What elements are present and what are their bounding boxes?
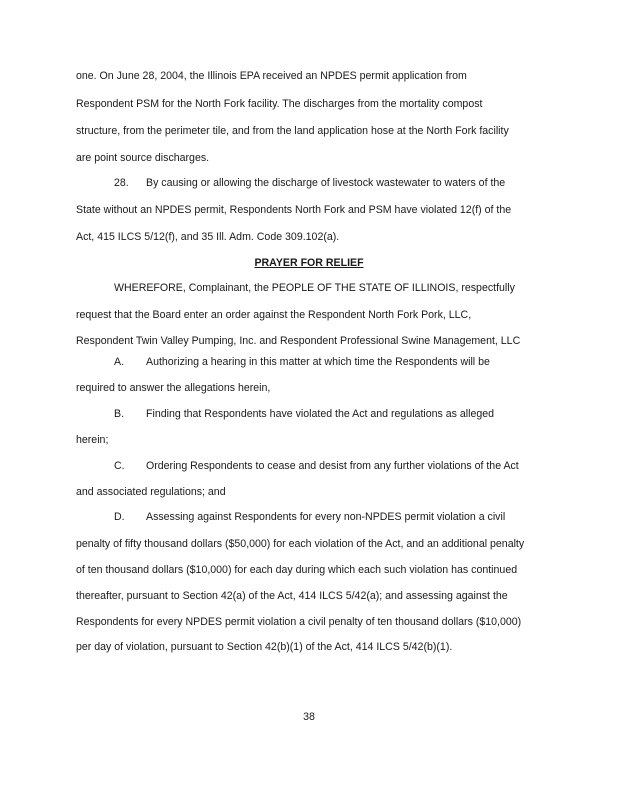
item-d-line-3: of ten thousand dollars ($10,000) for each day during which each such violation has continued [76, 564, 518, 576]
continuation-line-1: one. On June 28, 2004, the Illinois EPA received an NPDES permit application from [76, 70, 467, 82]
item-d-line-5: Respondents for every NPDES permit violation a civil penalty of ten thousand dollars ($10,000) [76, 616, 522, 628]
item-d-letter: D. [114, 511, 125, 523]
item-b-letter: B. [114, 408, 125, 420]
item-c-line-2: and associated regulations; and [76, 486, 226, 498]
item-d-line-1: Assessing against Respondents for every non-NPDES permit violation a civil [146, 511, 506, 523]
continuation-line-2: Respondent PSM for the North Fork facility. The discharges from the mortality compost [76, 98, 483, 110]
item-d-line-6: per day of violation, pursuant to Section 42(b)(1) of the Act, 414 ILCS 5/42(b)(1). [76, 641, 453, 653]
item-a-line-1: Authorizing a hearing in this matter at which time the Respondents will be [146, 356, 490, 368]
continuation-line-4: are point source discharges. [76, 152, 210, 164]
item-d-line-4: thereafter, pursuant to Section 42(a) of the Act, 414 ILCS 5/42(a); and assessing against the [76, 590, 508, 602]
continuation-line-3: structure, from the perimeter tile, and from the land application hose at the North Fork facility [76, 125, 509, 137]
paragraph-28-line-3: Act, 415 ILCS 5/12(f), and 35 Ill. Adm. Code 309.102(a). [76, 231, 340, 243]
wherefore-line-1: WHEREFORE, Complainant, the PEOPLE OF THE STATE OF ILLINOIS, respectfully [114, 282, 515, 294]
wherefore-line-2: request that the Board enter an order against the Respondent North Fork Pork, LLC, [76, 309, 472, 321]
item-c-line-1: Ordering Respondents to cease and desist from any further violations of the Act [146, 460, 519, 472]
item-a-letter: A. [114, 356, 125, 368]
item-a-line-2: required to answer the allegations herein, [76, 382, 271, 394]
item-b-line-1: Finding that Respondents have violated the Act and regulations as alleged [146, 408, 495, 420]
item-c-letter: C. [114, 460, 125, 472]
wherefore-line-3: Respondent Twin Valley Pumping, Inc. and Respondent Professional Swine Management, LLC [76, 335, 521, 347]
item-b-line-2: herein; [76, 434, 109, 446]
item-d-line-2: penalty of fifty thousand dollars ($50,000) for each violation of the Act, and an additional penalty [76, 538, 525, 550]
prayer-for-relief-heading: PRAYER FOR RELIEF [254, 257, 364, 269]
paragraph-28-line-2: State without an NPDES permit, Respondents North Fork and PSM have violated 12(f) of the [76, 204, 512, 216]
paragraph-28-number: 28. [114, 177, 129, 189]
page-number: 38 [303, 711, 315, 723]
paragraph-28-line-1: By causing or allowing the discharge of livestock wastewater to waters of the [146, 177, 506, 189]
